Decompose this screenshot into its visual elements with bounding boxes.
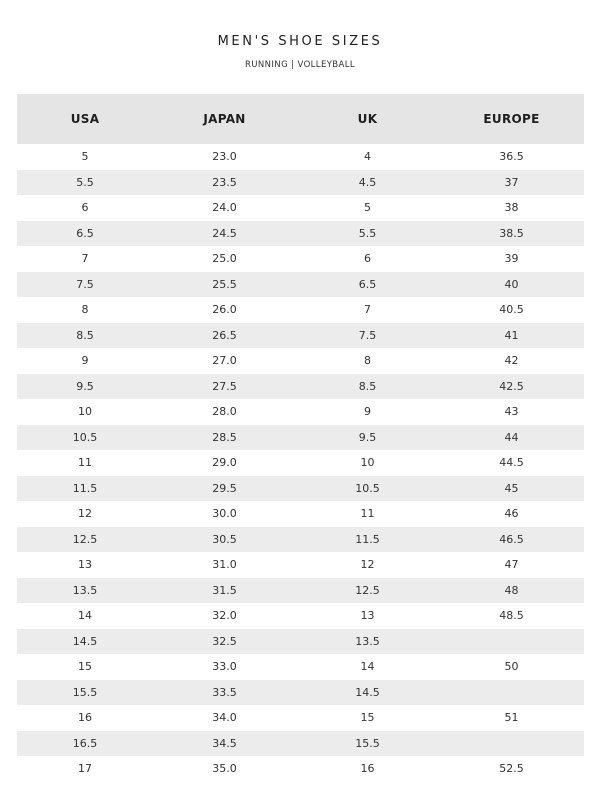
cell-europe: 44 <box>439 425 584 451</box>
cell-usa: 6 <box>81 201 89 215</box>
cell-japan: 29.0 <box>212 456 237 470</box>
table-row <box>17 374 584 400</box>
cell-japan: 30.0 <box>212 507 237 521</box>
cell-europe: 40 <box>439 272 584 298</box>
cell-europe: 46 <box>504 507 519 521</box>
page-subtitle: RUNNING | VOLLEYBALL <box>244 60 356 70</box>
cell-europe: 44.5 <box>499 456 524 470</box>
cell-europe: 48.5 <box>499 609 524 623</box>
cell-japan: 25.5 <box>153 272 296 298</box>
cell-usa: 17 <box>78 762 92 776</box>
cell-uk: 12.5 <box>296 578 439 604</box>
cell-europe: 38 <box>504 201 519 215</box>
cell-usa: 5.5 <box>17 170 153 196</box>
page-title: MEN'S SHOE SIZES <box>217 34 383 49</box>
cell-usa: 7.5 <box>17 272 153 298</box>
cell-usa: 6.5 <box>17 221 153 247</box>
table-row <box>17 144 584 170</box>
table-row <box>17 348 584 374</box>
cell-europe: 36.5 <box>499 150 524 164</box>
cell-usa: 10 <box>78 405 92 419</box>
header-row <box>17 94 584 144</box>
table-row <box>17 246 584 272</box>
cell-usa: 15.5 <box>17 680 153 706</box>
cell-usa: 14.5 <box>17 629 153 655</box>
cell-uk: 9.5 <box>296 425 439 451</box>
cell-japan: 32.0 <box>212 609 237 623</box>
cell-uk: 10 <box>360 456 375 470</box>
cell-uk: 13 <box>360 609 375 623</box>
cell-japan: 29.5 <box>153 476 296 502</box>
table-row <box>17 399 584 425</box>
cell-uk: 16 <box>360 762 375 776</box>
cell-europe <box>439 680 584 706</box>
cell-usa: 9.5 <box>17 374 153 400</box>
cell-japan: 26.0 <box>212 303 237 317</box>
table-row <box>17 731 584 757</box>
cell-uk: 15 <box>360 711 375 725</box>
cell-europe: 48 <box>439 578 584 604</box>
cell-japan: 24.0 <box>212 201 237 215</box>
cell-europe: 52.5 <box>499 762 524 776</box>
column-header-usa: USA <box>17 94 153 144</box>
table-row <box>17 756 584 782</box>
cell-uk: 8 <box>364 354 371 368</box>
cell-japan: 27.5 <box>153 374 296 400</box>
cell-uk: 13.5 <box>296 629 439 655</box>
cell-uk: 12 <box>360 558 375 572</box>
cell-uk: 7.5 <box>296 323 439 349</box>
cell-uk: 5.5 <box>296 221 439 247</box>
cell-uk: 4 <box>364 150 371 164</box>
cell-usa: 10.5 <box>17 425 153 451</box>
table-row <box>17 552 584 578</box>
cell-japan: 33.0 <box>212 660 237 674</box>
cell-europe: 39 <box>504 252 519 266</box>
cell-uk: 11 <box>360 507 375 521</box>
table-row <box>17 501 584 527</box>
table-row <box>17 450 584 476</box>
table-row <box>17 323 584 349</box>
cell-japan: 24.5 <box>153 221 296 247</box>
table-row <box>17 578 584 604</box>
cell-usa: 13.5 <box>17 578 153 604</box>
cell-usa: 9 <box>81 354 89 368</box>
table-row <box>17 170 584 196</box>
cell-japan: 28.5 <box>153 425 296 451</box>
cell-europe: 45 <box>439 476 584 502</box>
cell-japan: 34.5 <box>153 731 296 757</box>
size-chart-table <box>17 94 584 782</box>
table-row <box>17 425 584 451</box>
cell-europe: 51 <box>504 711 519 725</box>
cell-usa: 12 <box>78 507 92 521</box>
cell-usa: 15 <box>78 660 92 674</box>
cell-japan: 26.5 <box>153 323 296 349</box>
cell-japan: 34.0 <box>212 711 237 725</box>
cell-uk: 9 <box>364 405 371 419</box>
table-row <box>17 221 584 247</box>
table-body <box>17 144 584 782</box>
cell-japan: 23.0 <box>212 150 237 164</box>
cell-uk: 14.5 <box>296 680 439 706</box>
cell-usa: 16.5 <box>17 731 153 757</box>
cell-japan: 33.5 <box>153 680 296 706</box>
cell-uk: 6 <box>364 252 371 266</box>
cell-usa: 16 <box>78 711 92 725</box>
cell-usa: 13 <box>78 558 92 572</box>
table-row <box>17 680 584 706</box>
table-row <box>17 272 584 298</box>
cell-japan: 28.0 <box>212 405 237 419</box>
cell-japan: 25.0 <box>212 252 237 266</box>
cell-usa: 11.5 <box>17 476 153 502</box>
cell-uk: 14 <box>360 660 375 674</box>
table-row <box>17 654 584 680</box>
cell-japan: 31.0 <box>212 558 237 572</box>
table-row <box>17 297 584 323</box>
cell-europe: 47 <box>504 558 519 572</box>
cell-uk: 11.5 <box>296 527 439 553</box>
cell-usa: 8 <box>81 303 89 317</box>
cell-usa: 14 <box>78 609 92 623</box>
column-header-japan: JAPAN <box>153 94 296 144</box>
cell-uk: 6.5 <box>296 272 439 298</box>
cell-japan: 27.0 <box>212 354 237 368</box>
cell-europe <box>439 731 584 757</box>
cell-europe <box>439 629 584 655</box>
table-row <box>17 603 584 629</box>
cell-uk: 5 <box>364 201 371 215</box>
table-header <box>17 94 584 144</box>
cell-europe: 42 <box>504 354 519 368</box>
cell-europe: 38.5 <box>439 221 584 247</box>
cell-europe: 46.5 <box>439 527 584 553</box>
cell-usa: 7 <box>81 252 89 266</box>
cell-europe: 43 <box>504 405 519 419</box>
table-row <box>17 476 584 502</box>
table-row <box>17 705 584 731</box>
cell-europe: 41 <box>439 323 584 349</box>
cell-japan: 35.0 <box>212 762 237 776</box>
cell-uk: 8.5 <box>296 374 439 400</box>
cell-uk: 4.5 <box>296 170 439 196</box>
cell-europe: 50 <box>504 660 519 674</box>
cell-usa: 5 <box>81 150 89 164</box>
cell-usa: 8.5 <box>17 323 153 349</box>
cell-usa: 11 <box>78 456 92 470</box>
cell-japan: 30.5 <box>153 527 296 553</box>
cell-europe: 42.5 <box>439 374 584 400</box>
table-row <box>17 527 584 553</box>
cell-japan: 32.5 <box>153 629 296 655</box>
cell-japan: 31.5 <box>153 578 296 604</box>
column-header-europe: EUROPE <box>439 94 584 144</box>
table-row <box>17 629 584 655</box>
cell-europe: 40.5 <box>499 303 524 317</box>
cell-uk: 7 <box>364 303 371 317</box>
cell-japan: 23.5 <box>153 170 296 196</box>
column-header-uk: UK <box>296 94 439 144</box>
cell-uk: 10.5 <box>296 476 439 502</box>
cell-europe: 37 <box>439 170 584 196</box>
cell-uk: 15.5 <box>296 731 439 757</box>
table-row <box>17 195 584 221</box>
cell-usa: 12.5 <box>17 527 153 553</box>
